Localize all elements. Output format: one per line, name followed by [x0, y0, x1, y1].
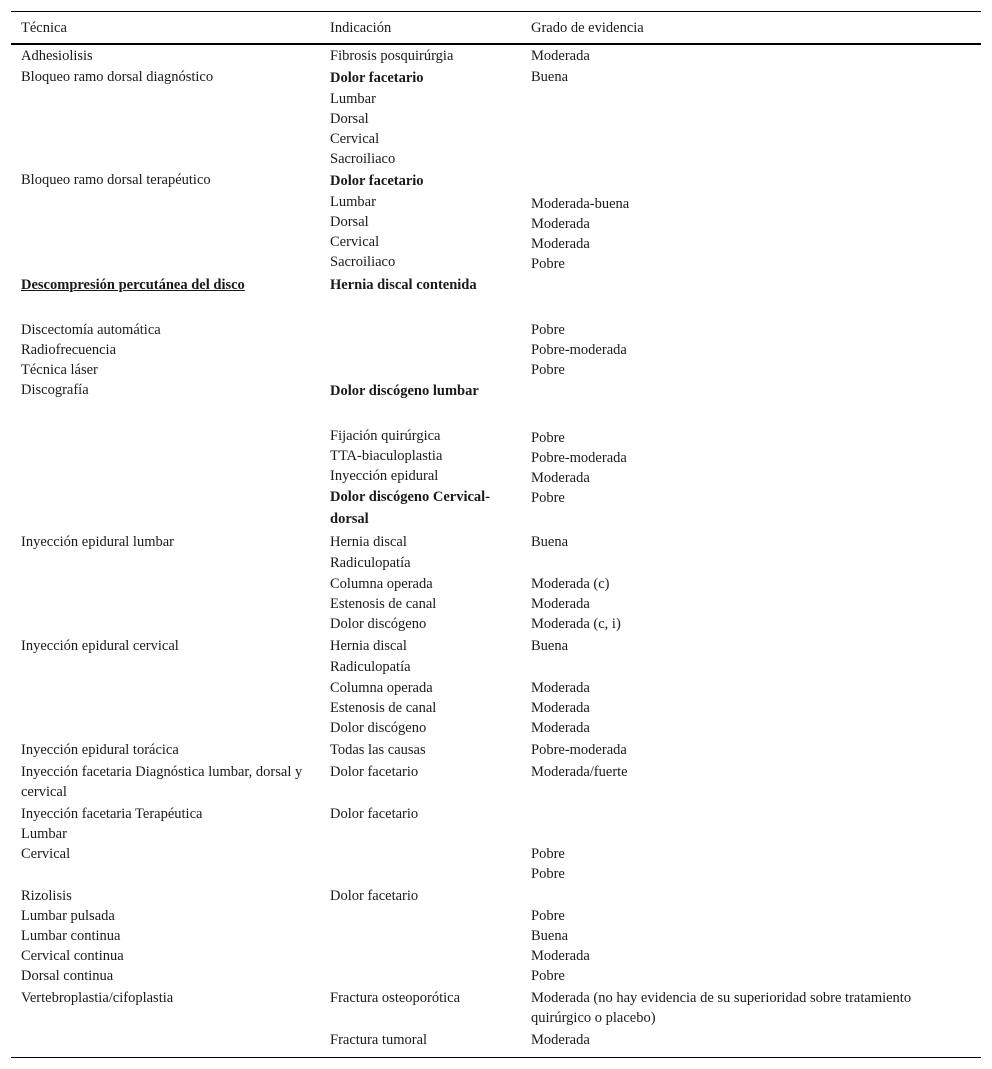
cell-grado: Moderada — [531, 48, 590, 64]
table-row — [11, 740, 981, 762]
cell-grado: Pobre — [531, 866, 565, 882]
cell-indicacion: Lumbar — [330, 91, 376, 107]
table-row — [11, 988, 981, 1030]
cell-tecnica: Rizolisis — [21, 888, 72, 904]
cell-tecnica: Cervical continua — [21, 948, 124, 964]
cell-grado: Moderada — [531, 470, 590, 486]
cell-tecnica: Lumbar — [21, 826, 67, 842]
cell-grado: Pobre — [531, 490, 565, 506]
cell-indicacion: Dolor facetario — [330, 888, 419, 904]
cell-indicacion: Dolor discógeno — [330, 616, 427, 632]
cell-indicacion: Radiculopatía — [330, 659, 411, 675]
table-row — [11, 966, 981, 988]
cell-indicacion: Dolor facetario — [330, 70, 424, 86]
table-row — [11, 718, 981, 740]
cell-indicacion: Fibrosis posquirúrgia — [330, 48, 454, 64]
cell-indicacion: Dolor discógeno — [330, 720, 427, 736]
table-body — [11, 45, 981, 1053]
cell-indicacion: Cervical — [330, 131, 380, 147]
table-row — [11, 574, 981, 594]
cell-grado: Moderada — [531, 680, 590, 696]
table-row — [11, 426, 981, 446]
cell-grado: Moderada — [531, 700, 590, 716]
table-row — [11, 824, 981, 844]
cell-tecnica: Bloqueo ramo dorsal terapéutico — [21, 172, 211, 188]
cell-indicacion: Cervical — [330, 234, 380, 250]
cell-grado: Pobre-moderada — [531, 742, 627, 758]
cell-indicacion: Sacroiliaco — [330, 254, 396, 270]
table-row — [11, 67, 981, 89]
cell-indicacion: Columna operada — [330, 576, 433, 592]
table-row — [11, 946, 981, 966]
cell-indicacion: Dolor discógeno Cervical-dorsal — [330, 489, 491, 527]
cell-tecnica: Vertebroplastia/cifoplastia — [21, 990, 174, 1006]
cell-indicacion: Fijación quirúrgica — [330, 428, 441, 444]
cell-grado: Moderada — [531, 216, 590, 232]
cell-indicacion: Dorsal — [330, 111, 369, 127]
table-row — [11, 532, 981, 553]
cell-tecnica: Bloqueo ramo dorsal diagnóstico — [21, 69, 214, 85]
cell-grado: Moderada — [531, 720, 590, 736]
cell-indicacion: Hernia discal — [330, 534, 407, 550]
cell-grado: Moderada — [531, 948, 590, 964]
cell-grado: Pobre-moderada — [531, 450, 627, 466]
table-row — [11, 320, 981, 340]
table-row — [11, 340, 981, 360]
table-row — [11, 678, 981, 698]
cell-tecnica: Radiofrecuencia — [21, 342, 117, 358]
cell-tecnica: Inyección facetaria Diagnóstica lumbar, dorsal y cervical — [21, 764, 303, 800]
cell-indicacion: Radiculopatía — [330, 555, 411, 571]
cell-grado: Moderada (c, i) — [531, 616, 621, 632]
table-row — [11, 844, 981, 864]
cell-tecnica: Adhesiolisis — [21, 48, 93, 64]
cell-indicacion: Dolor facetario — [330, 806, 419, 822]
table-row — [11, 614, 981, 636]
cell-grado: Buena — [531, 534, 569, 550]
table-row — [11, 232, 981, 252]
cell-grado: Pobre — [531, 846, 565, 862]
table-row — [11, 446, 981, 466]
cell-tecnica: Cervical — [21, 846, 71, 862]
table-row — [11, 380, 981, 426]
cell-grado: Pobre — [531, 968, 565, 984]
table-row — [11, 762, 981, 804]
table-row — [11, 466, 981, 486]
table-row — [11, 594, 981, 614]
cell-indicacion: Estenosis de canal — [330, 700, 437, 716]
cell-indicacion: Columna operada — [330, 680, 433, 696]
cell-indicacion: Hernia discal contenida — [330, 277, 477, 293]
cell-tecnica: Discectomía automática — [21, 322, 161, 338]
table-row — [11, 274, 981, 320]
cell-grado: Moderada — [531, 236, 590, 252]
cell-grado: Moderada — [531, 1032, 590, 1048]
table-row — [11, 360, 981, 380]
table-row — [11, 192, 981, 212]
cell-grado: Pobre — [531, 256, 565, 272]
header-tecnica: Técnica — [21, 20, 67, 36]
table-row — [11, 926, 981, 946]
table-row — [11, 486, 981, 532]
cell-grado: Pobre — [531, 322, 565, 338]
cell-indicacion: Fractura tumoral — [330, 1032, 428, 1048]
table-row — [11, 657, 981, 678]
cell-indicacion: Estenosis de canal — [330, 596, 437, 612]
cell-grado: Moderada (c) — [531, 576, 610, 592]
table-row — [11, 1030, 981, 1050]
table-row — [11, 252, 981, 274]
cell-indicacion: Lumbar — [330, 194, 376, 210]
table-row — [11, 109, 981, 129]
cell-indicacion: Dorsal — [330, 214, 369, 230]
cell-grado: Buena — [531, 638, 569, 654]
evidence-table — [11, 11, 981, 1053]
table-row — [11, 212, 981, 232]
cell-indicacion: Hernia discal — [330, 638, 407, 654]
cell-grado: Pobre — [531, 362, 565, 378]
table-header-row — [11, 11, 981, 45]
table-row — [11, 906, 981, 926]
table-row — [11, 129, 981, 149]
cell-tecnica: Dorsal continua — [21, 968, 114, 984]
table-row — [11, 89, 981, 109]
cell-indicacion: Inyección epidural — [330, 468, 439, 484]
cell-tecnica: Inyección epidural lumbar — [21, 534, 174, 550]
cell-indicacion: TTA-biaculoplastia — [330, 448, 443, 464]
table-row — [11, 553, 981, 574]
cell-tecnica: Lumbar continua — [21, 928, 121, 944]
cell-grado: Moderada — [531, 596, 590, 612]
cell-tecnica: Discografía — [21, 382, 89, 398]
cell-grado: Buena — [531, 69, 569, 85]
cell-tecnica: Técnica láser — [21, 362, 98, 378]
table-row — [11, 636, 981, 657]
table-row — [11, 864, 981, 886]
cell-grado: Pobre — [531, 908, 565, 924]
cell-indicacion: Dolor facetario — [330, 173, 424, 189]
cell-tecnica: Inyección epidural torácica — [21, 742, 179, 758]
table-row — [11, 698, 981, 718]
cell-grado: Pobre-moderada — [531, 342, 627, 358]
cell-grado: Moderada-buena — [531, 196, 630, 212]
cell-tecnica: Descompresión percutánea del disco — [21, 277, 245, 293]
cell-indicacion: Dolor facetario — [330, 764, 419, 780]
table-row — [11, 149, 981, 170]
cell-grado: Buena — [531, 928, 569, 944]
cell-tecnica: Lumbar pulsada — [21, 908, 115, 924]
cell-indicacion: Sacroiliaco — [330, 151, 396, 167]
cell-indicacion: Dolor discógeno lumbar — [330, 383, 479, 399]
cell-indicacion: Todas las causas — [330, 742, 426, 758]
header-grado-evidencia: Grado de evidencia — [531, 20, 644, 36]
cell-grado: Moderada (no hay evidencia de su superioridad sobre tratamiento quirúrgico o placebo) — [531, 990, 912, 1026]
table-row — [11, 886, 981, 906]
cell-grado: Moderada/fuerte — [531, 764, 628, 780]
table-bottom-rule — [11, 1057, 981, 1058]
cell-indicacion: Fractura osteoporótica — [330, 990, 461, 1006]
cell-tecnica: Inyección epidural cervical — [21, 638, 179, 654]
cell-grado: Pobre — [531, 430, 565, 446]
table-row — [11, 46, 981, 67]
cell-tecnica: Inyección facetaria Terapéutica — [21, 806, 203, 822]
table-row — [11, 170, 981, 192]
header-indicacion: Indicación — [330, 20, 392, 36]
